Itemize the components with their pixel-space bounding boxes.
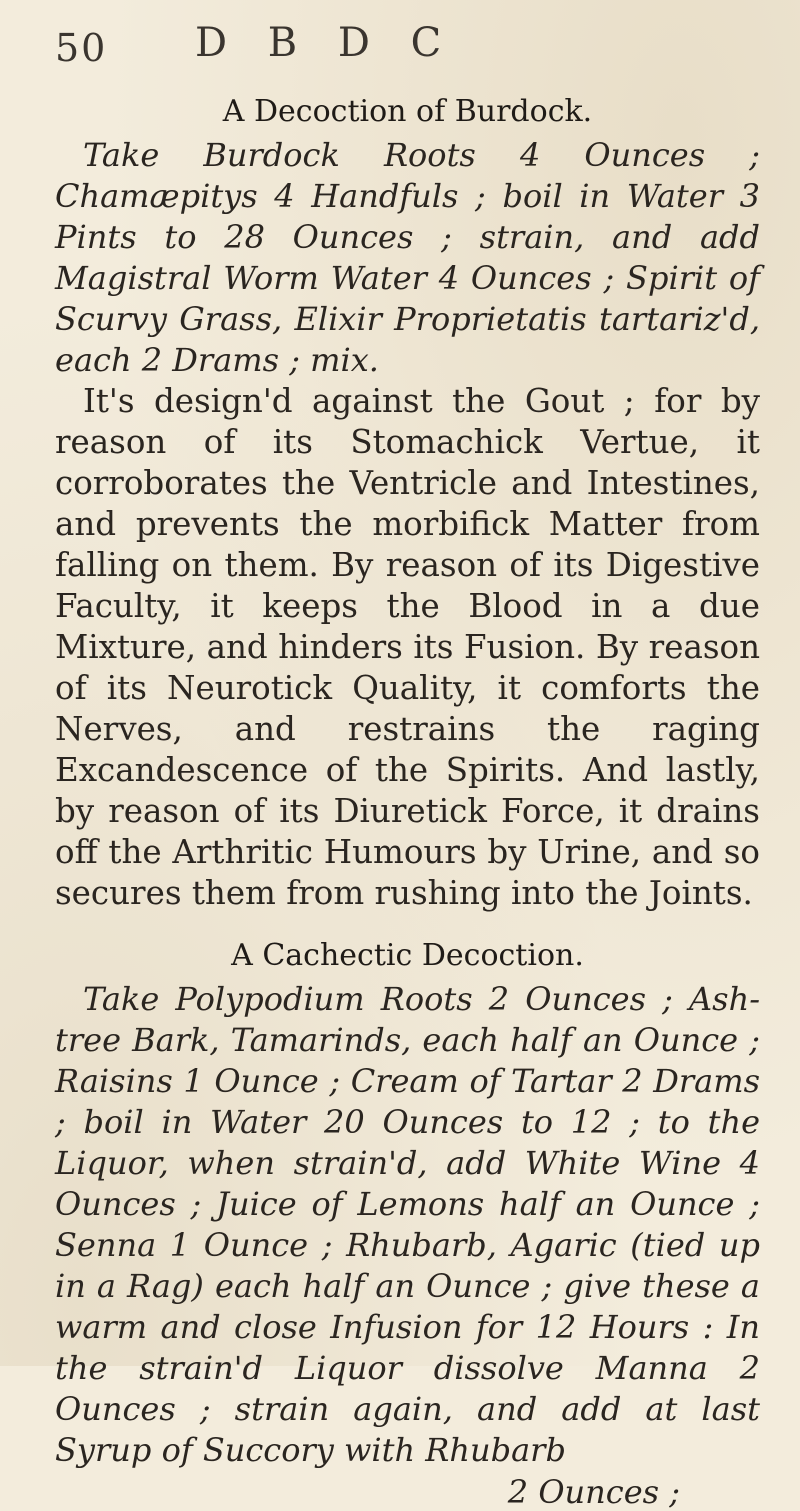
catchword: 2 Ounces ; [507,1473,680,1511]
section-title-cachectic: A Cachectic Decoction. [231,938,584,973]
running-signature: D B D C [195,20,456,66]
recipe-burdock: Take Burdock Roots 4 Ounces ; Chamæpitys 4 Handfuls ; boil in Water 3 Pints to 28 Ounces ; strain, and add Magistral Worm Water 4 Ounces ; Spirit of Scurvy Grass, Elixir Proprietatis tartariz'd, each 2 Drams ; mix. [55,136,760,379]
recipe-cachectic: Take Polypodium Roots 2 Ounces ; Ash-tree Bark, Tamarinds, each half an Ounce ; Raisins 1 Ounce ; Cream of Tartar 2 Drams ; boil in Water 20 Ounces to 12 ; to the Liquor, when strain'd, add White Wine 4 Ounces ; Juice of Lemons half an Ounce ; Senna 1 Ounce ; Rhubarb, Agaric (tied up in a Rag) each half an Ounce ; give these a warm and close Infusion for 12 Hours : In the strain'd Liquor dissolve Manna 2 Ounces ; strain again, and add at last Syrup of Succory with Rhubarb [55,980,760,1469]
page-header [55,20,760,70]
body-burdock: It's design'd against the Gout ; for by reason of its Stomachick Vertue, it corroborates the Ventricle and Intestines, and prevents the morbifick Matter from falling on them. By reason of its Digestive Faculty, it keeps the Blood in a due Mixture, and hinders its Fusion. By reason of its Neurotick Quality, it comforts the Nerves, and restrains the raging Excandescence of the Spirits. And lastly, by reason of its Diuretick Force, it drains off the Arthritic Humours by Urine, and so secures them from rushing into the Joints. [55,382,760,912]
section-title-burdock: A Decoction of Burdock. [222,94,593,129]
page-number: 50 [55,26,108,70]
